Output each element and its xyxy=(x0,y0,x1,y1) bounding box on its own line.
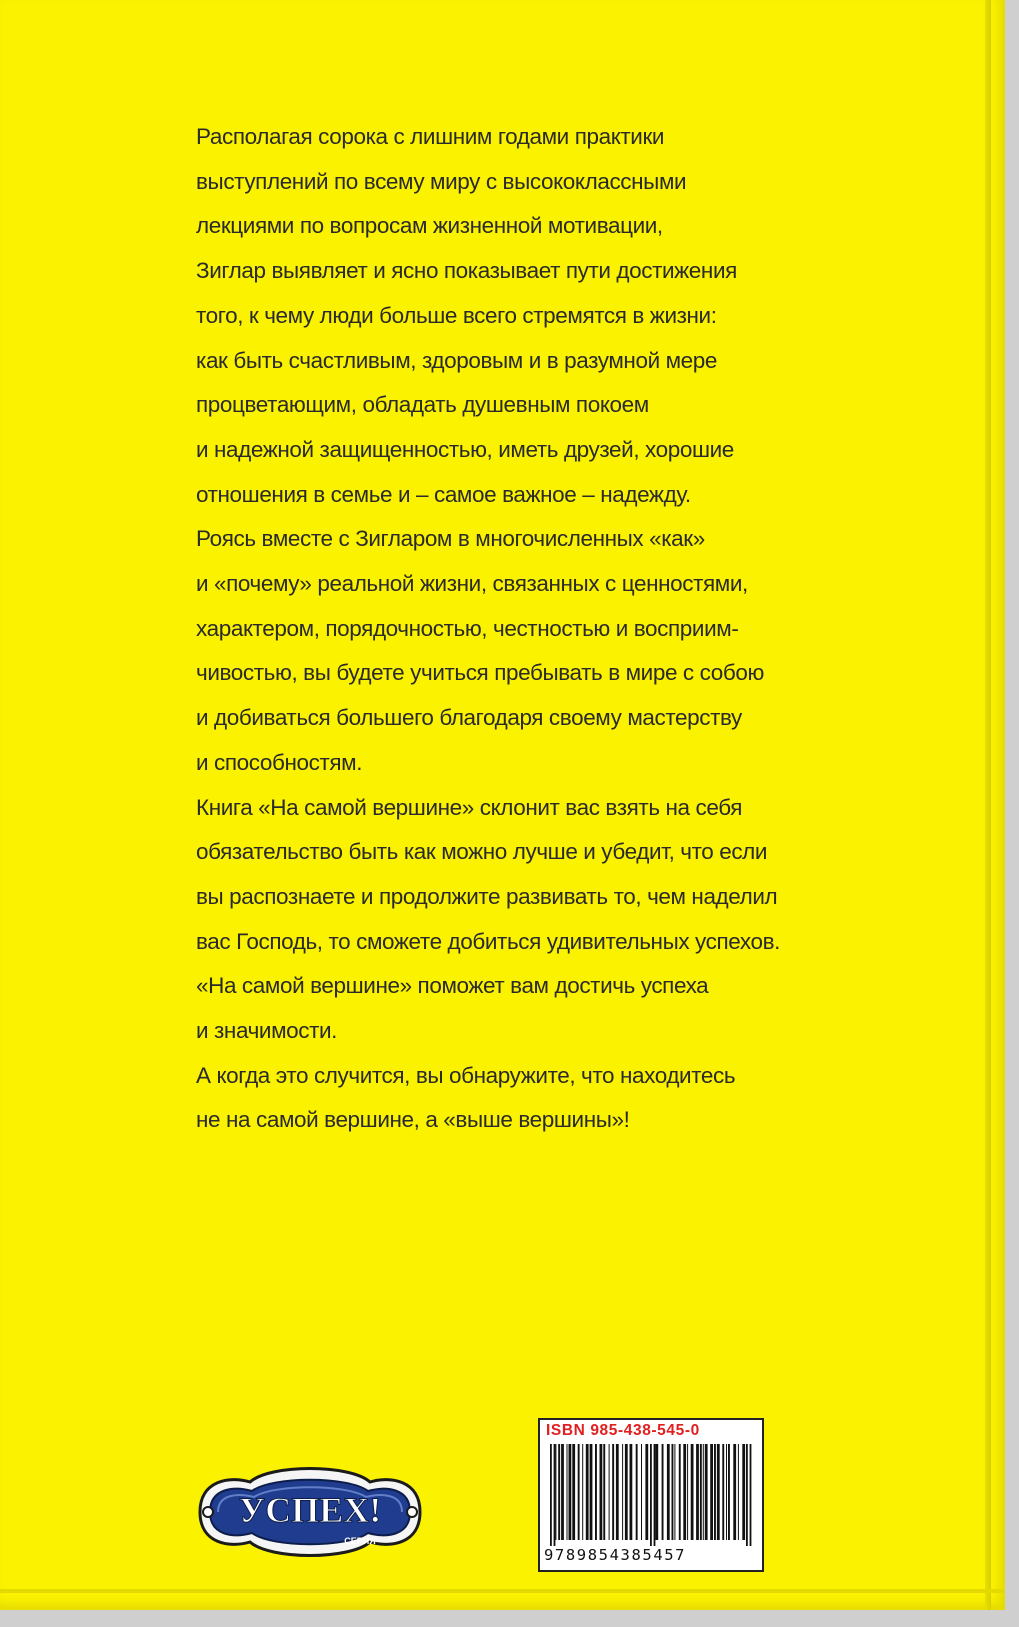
blurb-line: отношения в семье и – самое важное – надежду. xyxy=(196,481,691,507)
blurb-line: как быть счастливым, здоровым и в разумной мере xyxy=(196,347,718,373)
blurb-line: характером, порядочностью, честностью и восприим- xyxy=(196,615,739,641)
blurb-line: и добиваться большего благодаря своему мастерству xyxy=(196,705,742,731)
blurb-line: чивостью, вы будете учиться пребывать в мире с собою xyxy=(196,660,764,686)
blurb-line: и «почему» реальной жизни, связанных с ценностями, xyxy=(196,571,748,597)
barcode-bars xyxy=(548,1444,754,1546)
blurb-text xyxy=(196,115,836,1143)
cover-edge-right xyxy=(985,0,991,1610)
isbn-number: ISBN 985-438-545-0 xyxy=(546,1422,700,1439)
cover-edge-bottom xyxy=(0,1589,1005,1593)
blurb-line: и надежной защищенностью, иметь друзей, хорошие xyxy=(196,436,734,462)
series-logo xyxy=(190,1458,430,1566)
ean-number: 9789854385457 xyxy=(544,1546,687,1564)
blurb-line: А когда это случится, вы обнаружите, что находитесь xyxy=(196,1062,736,1088)
barcode-block xyxy=(538,1418,764,1572)
blurb-line: Располагая сорока с лишним годами практики xyxy=(196,124,665,149)
blurb-line: лекциями по вопросам жизненной мотивации, xyxy=(196,213,663,239)
blurb-line: Роясь вместе с Зигларом в многочисленных «как» xyxy=(196,526,705,552)
blurb-line: обязательство быть как можно лучше и убедит, что если xyxy=(196,839,768,865)
blurb-line: Книга «На самой вершине» склонит вас взять на себя xyxy=(196,794,742,820)
series-logo-title: УСПЕХ! xyxy=(238,1490,382,1530)
blurb-line: и способностям. xyxy=(196,749,363,775)
blurb-line: процветающим, обладать душевным покоем xyxy=(196,392,649,418)
blurb-line: того, к чему люди больше всего стремятся в жизни: xyxy=(196,302,717,328)
blurb-line: «На самой вершине» поможет вам достичь успеха xyxy=(196,973,709,999)
blurb-line: вы распознаете и продолжите развивать то, чем наделил xyxy=(196,883,778,909)
series-logo-subtitle: СЕРИЯ xyxy=(344,1536,376,1546)
blurb-line: Зиглар выявляет и ясно показывает пути достижения xyxy=(196,258,737,284)
series-logo-emblem xyxy=(190,1458,430,1566)
blurb-line: выступлений по всему миру с высококлассными xyxy=(196,168,687,194)
blurb-line: и значимости. xyxy=(196,1018,338,1044)
blurb-line: не на самой вершине, а «выше вершины»! xyxy=(196,1107,630,1133)
blurb-line: вас Господь, то сможете добиться удивительных успехов. xyxy=(196,928,781,954)
